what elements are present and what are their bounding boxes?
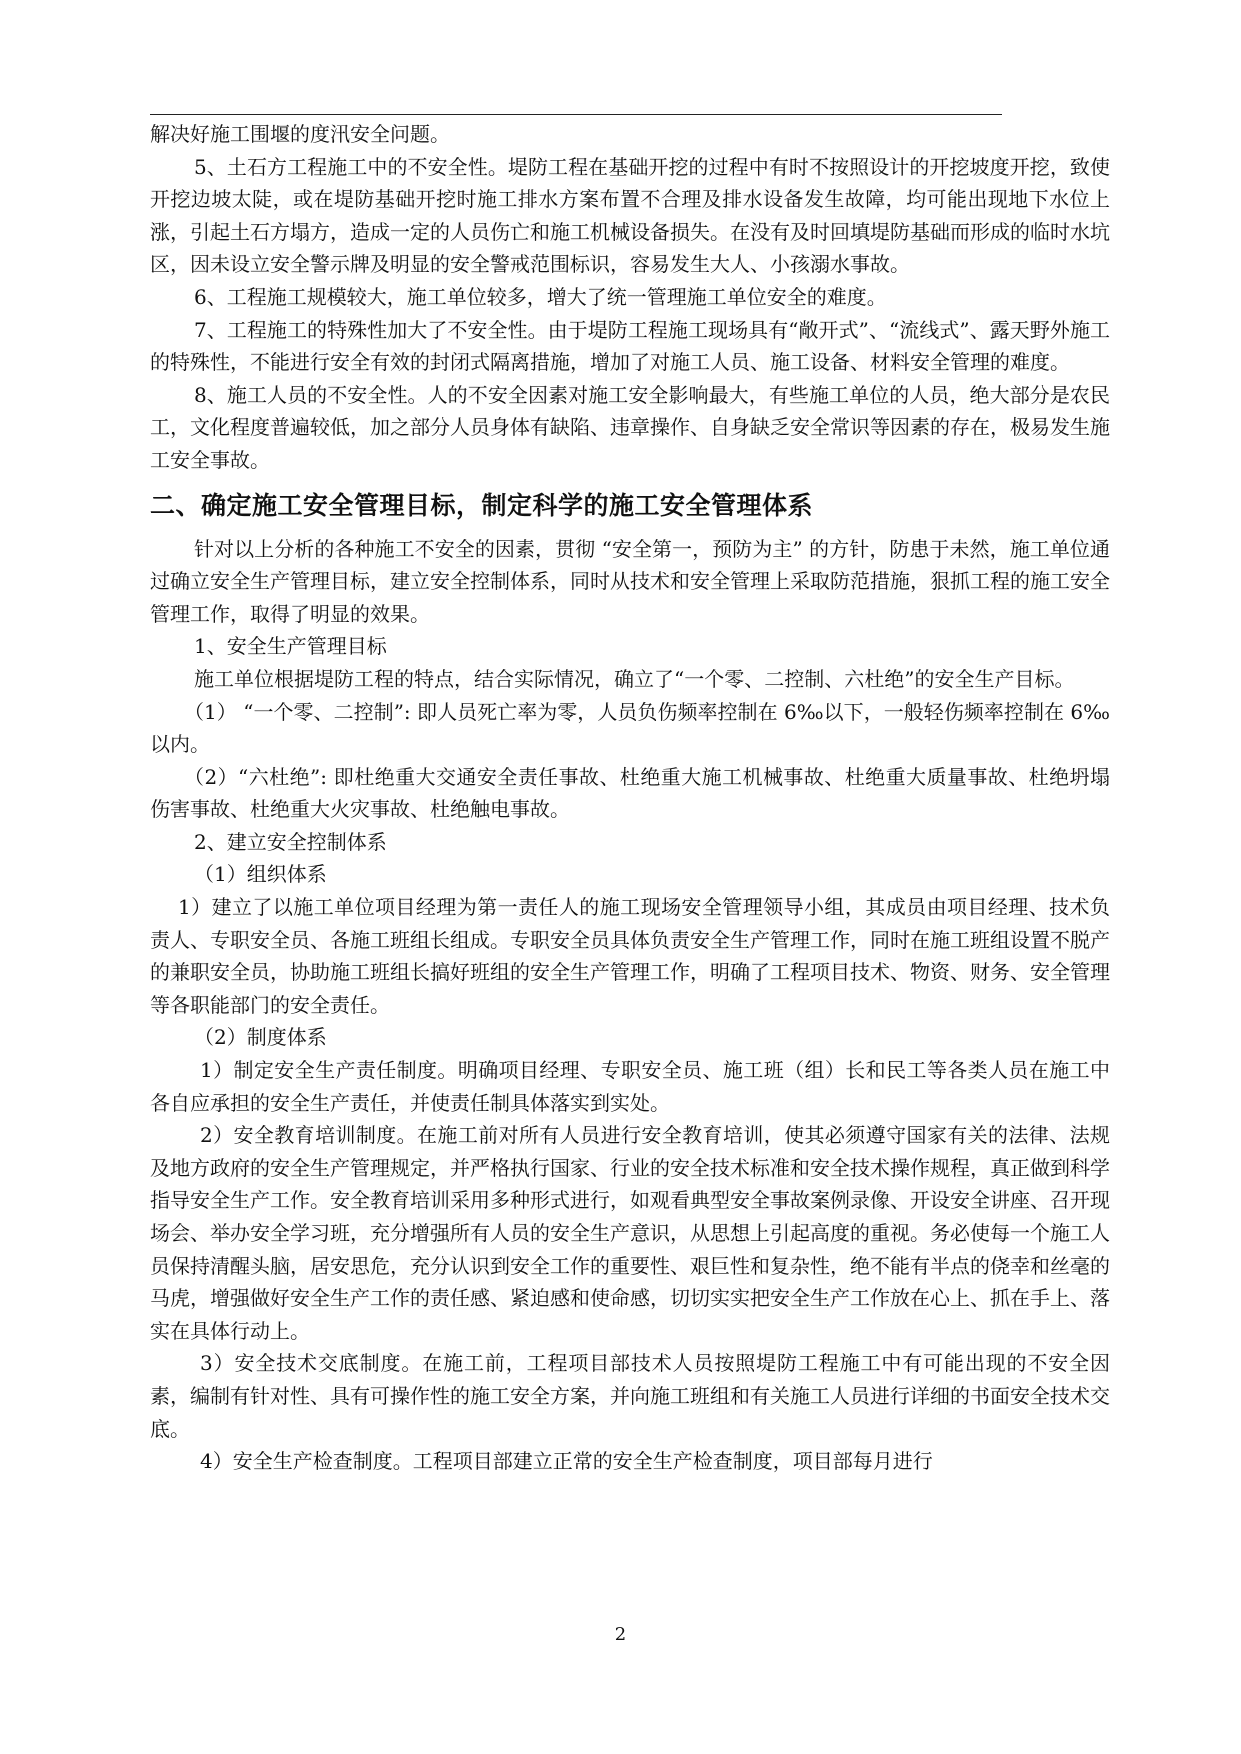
paragraph-item-5: 5、土石方工程施工中的不安全性。堤防工程在基础开挖的过程中有时不按照设计的开挖坡度开挖，致使开挖边坡太陡，或在堤防基础开挖时施工排水方案布置不合理及排水设备发生故障，均可能出现地下水位上涨，引起土石方塌方，造成一定的人员伤亡和施工机械设备损失。在没有及时回填堤防基础而形成的临时水坑区，因未设立安全警示牌及明显的安全警戒范围标识，容易发生大人、小孩溺水事故。 (150, 154, 1110, 277)
paragraph-goal-summary: 施工单位根据堤防工程的特点，结合实际情况，确立了“一个零、二控制、六杜绝”的安全生产目标。 (194, 666, 1075, 691)
subheading-organization: （1）组织体系 (194, 862, 327, 887)
paragraph-regulation-4: 4）安全生产检查制度。工程项目部建立正常的安全生产检查制度，项目部每月进行 (200, 1449, 933, 1474)
paragraph-goal-1: （1） “一个零、二控制”: 即人员死亡率为零，人员负伤频率控制在 6‰以下，一般轻伤频率控制在 6‰以内。 (150, 699, 1110, 757)
paragraph-item-6: 6、工程施工规模较大，施工单位较多，增大了统一管理施工单位安全的难度。 (194, 284, 887, 309)
paragraph-goal-2: （2）“六杜绝”: 即杜绝重大交通安全责任事故、杜绝重大施工机械事故、杜绝重大质量事故、杜绝坍塌伤害事故、杜绝重大火灾事故、杜绝触电事故。 (150, 764, 1110, 822)
paragraph-continuation: 解决好施工围堰的度汛安全问题。 (150, 122, 450, 146)
page-number: 2 (614, 1624, 627, 1645)
document-body (150, 118, 1110, 1478)
paragraph-item-7: 7、工程施工的特殊性加大了不安全性。由于堤防工程施工现场具有“敞开式”、“流线式”、露天野外施工的特殊性，不能进行安全有效的封闭式隔离措施，增加了对施工人员、施工设备、材料安全管理的难度。 (150, 317, 1110, 375)
paragraph-organization-1: 1）建立了以施工单位项目经理为第一责任人的施工现场安全管理领导小组，其成员由项目经理、技术负责人、专职安全员、各施工班组长组成。专职安全员具体负责安全生产管理工作，同时在施工班组设置不脱产的兼职安全员，协助施工班组长搞好班组的安全生产管理工作，明确了工程项目技术、物资、财务、安全管理等各职能部门的安全责任。 (150, 895, 1110, 1017)
paragraph-regulation-1: 1）制定安全生产责任制度。明确项目经理、专职安全员、施工班（组）长和民工等各类人员在施工中各自应承担的安全生产责任，并使责任制具体落实到实处。 (150, 1058, 1110, 1115)
paragraph-intro: 针对以上分析的各种施工不安全的因素，贯彻 “安全第一，预防为主” 的方针，防患于未然，施工单位通过确立安全生产管理目标，建立安全控制体系，同时从技术和安全管理上采取防范措施，狠抓工程的施工安全管理工作，取得了明显的效果。 (150, 536, 1110, 626)
subheading-regulations: （2）制度体系 (194, 1025, 327, 1050)
section-heading: 二、确定施工安全管理目标，制定科学的施工安全管理体系 (150, 490, 814, 520)
subheading-control-system: 2、建立安全控制体系 (194, 829, 387, 854)
paragraph-item-8: 8、施工人员的不安全性。人的不安全因素对施工安全影响最大，有些施工单位的人员，绝大部分是农民工，文化程度普遍较低，加之部分人员身体有缺陷、违章操作、自身缺乏安全常识等因素的存在，极易发生施工安全事故。 (150, 382, 1110, 472)
subheading-management-goal: 1、安全生产管理目标 (194, 634, 387, 659)
paragraph-regulation-3: 3）安全技术交底制度。在施工前，工程项目部技术人员按照堤防工程施工中有可能出现的不安全因素，编制有针对性、具有可操作性的施工安全方案，并向施工班组和有关施工人员进行详细的书面安全技术交底。 (150, 1351, 1110, 1441)
paragraph-regulation-2: 2）安全教育培训制度。在施工前对所有人员进行安全教育培训，使其必须遵守国家有关的法律、法规及地方政府的安全生产管理规定，并严格执行国家、行业的安全技术标准和安全技术操作规程，真正做到科学指导安全生产工作。安全教育培训采用多种形式进行，如观看典型安全事故案例录像、开设安全讲座、召开现场会、举办安全学习班，充分增强所有人员的安全生产意识，从思想上引起高度的重视。务必使每一个施工人员保持清醒头脑，居安思危，充分认识到安全工作的重要性、艰巨性和复杂性，绝不能有半点的侥幸和丝毫的马虎，增强做好安全生产工作的责任感、紧迫感和使命感，切切实实把安全生产工作放在心上、抓在手上、落实在具体行动上。 (150, 1123, 1110, 1343)
header-rule (150, 114, 1002, 115)
